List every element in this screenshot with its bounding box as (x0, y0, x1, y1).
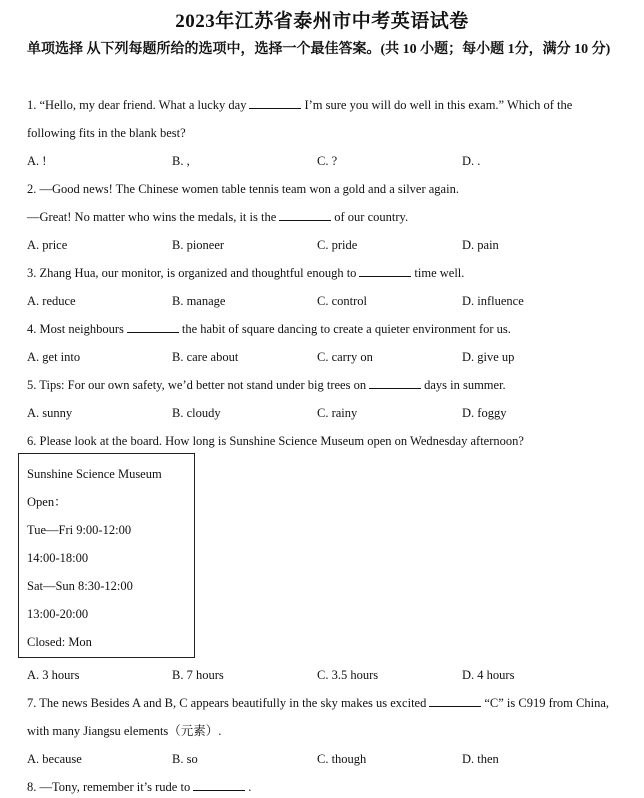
question-2-stem-cont (27, 209, 408, 225)
option-c[interactable]: C. 3.5 hours (317, 668, 379, 682)
question-1-stem (27, 97, 572, 113)
question-2-stem: 2. —Good news! The Chinese women table tennis team won a gold and a silver again. (27, 182, 459, 196)
q8-stem-part-b: . (248, 780, 252, 794)
board-line: 13:00-20:00 (27, 607, 89, 621)
option-c[interactable]: C. rainy (317, 406, 358, 420)
option-d[interactable]: D. 4 hours (462, 668, 515, 682)
question-7-options (27, 751, 617, 767)
question-7-stem-cont: with many Jiangsu elements（元素）. (27, 724, 222, 738)
option-c[interactable]: C. carry on (317, 350, 373, 364)
option-d[interactable]: D. influence (462, 294, 524, 308)
question-4-options (27, 349, 617, 365)
answer-blank (429, 695, 481, 707)
answer-blank (127, 321, 179, 333)
option-a[interactable]: A. 3 hours (27, 668, 80, 682)
option-b[interactable]: B. cloudy (172, 406, 221, 420)
q5-stem-part-b: days in summer. (424, 378, 506, 392)
board-line: Open： (27, 495, 67, 509)
option-d[interactable]: D. then (462, 752, 499, 766)
q1-stem-part-a: 1. “Hello, my dear friend. What a lucky day (27, 98, 247, 112)
option-a[interactable]: A. because (27, 752, 82, 766)
question-6-options (27, 667, 617, 683)
option-b[interactable]: B. , (172, 154, 190, 168)
question-8-stem (27, 779, 251, 795)
q2-stem-part-b: of our country. (334, 210, 409, 224)
option-d[interactable]: D. . (462, 154, 481, 168)
option-a[interactable]: A. price (27, 238, 68, 252)
q2-stem-part-a: —Great! No matter who wins the medals, it is the (27, 210, 277, 224)
option-a[interactable]: A. sunny (27, 406, 73, 420)
option-c[interactable]: C. pride (317, 238, 358, 252)
q3-stem-part-a: 3. Zhang Hua, our monitor, is organized and thoughtful enough to (27, 266, 357, 280)
option-d[interactable]: D. give up (462, 350, 515, 364)
question-1-stem-cont: following fits in the blank best? (27, 126, 186, 140)
board-line: Tue—Fri 9:00-12:00 (27, 523, 132, 537)
question-3-options (27, 293, 617, 309)
q5-stem-part-a: 5. Tips: For our own safety, we’d better not stand under big trees on (27, 378, 367, 392)
board-line: Closed: Mon (27, 635, 92, 649)
q3-stem-part-b: time well. (414, 266, 465, 280)
q7-stem-part-b: “C” is C919 from China, (484, 696, 609, 710)
answer-blank (249, 97, 301, 109)
option-b[interactable]: B. 7 hours (172, 668, 224, 682)
question-6-stem: 6. Please look at the board. How long is Sunshine Science Museum open on Wednesday afternoon? (27, 434, 524, 448)
board-line: Sunshine Science Museum (27, 467, 162, 481)
option-b[interactable]: B. pioneer (172, 238, 225, 252)
board-line: 14:00-18:00 (27, 551, 89, 565)
answer-blank (193, 779, 245, 791)
page-title: 2023年江苏省泰州市中考英语试卷 (175, 11, 469, 32)
option-c[interactable]: C. control (317, 294, 367, 308)
question-1-options (27, 153, 617, 169)
answer-blank (359, 265, 411, 277)
q4-stem-part-b: the habit of square dancing to create a quieter environment for us. (181, 322, 511, 336)
question-5-stem (27, 377, 506, 393)
question-3-stem (27, 265, 464, 281)
option-c[interactable]: C. ? (317, 154, 338, 168)
option-a[interactable]: A. ! (27, 154, 47, 168)
q1-stem-part-b: I’m sure you will do well in this exam.” Which of the (304, 98, 573, 112)
option-c[interactable]: C. though (317, 752, 367, 766)
option-b[interactable]: B. manage (172, 294, 226, 308)
option-d[interactable]: D. foggy (462, 406, 507, 420)
question-5-options (27, 405, 617, 421)
q8-stem-part-a: 8. —Tony, remember it’s rude to (27, 780, 191, 794)
answer-blank (279, 209, 331, 221)
option-b[interactable]: B. care about (172, 350, 239, 364)
option-b[interactable]: B. so (172, 752, 198, 766)
board-line: Sat—Sun 8:30-12:00 (27, 579, 133, 593)
option-a[interactable]: A. reduce (27, 294, 76, 308)
question-2-options (27, 237, 617, 253)
q4-stem-part-a: 4. Most neighbours (27, 322, 124, 336)
question-4-stem (27, 321, 511, 337)
option-a[interactable]: A. get into (27, 350, 81, 364)
answer-blank (369, 377, 421, 389)
option-d[interactable]: D. pain (462, 238, 499, 252)
q7-stem-part-a: 7. The news Besides A and B, C appears beautifully in the sky makes us excited (27, 696, 427, 710)
question-7-stem (27, 695, 609, 711)
section-instructions: 单项选择 从下列每题所给的选项中，选择一个最佳答案。(共 10 小题；每小题 1分，满分 10 分) (27, 42, 611, 57)
museum-hours-board (18, 453, 195, 658)
